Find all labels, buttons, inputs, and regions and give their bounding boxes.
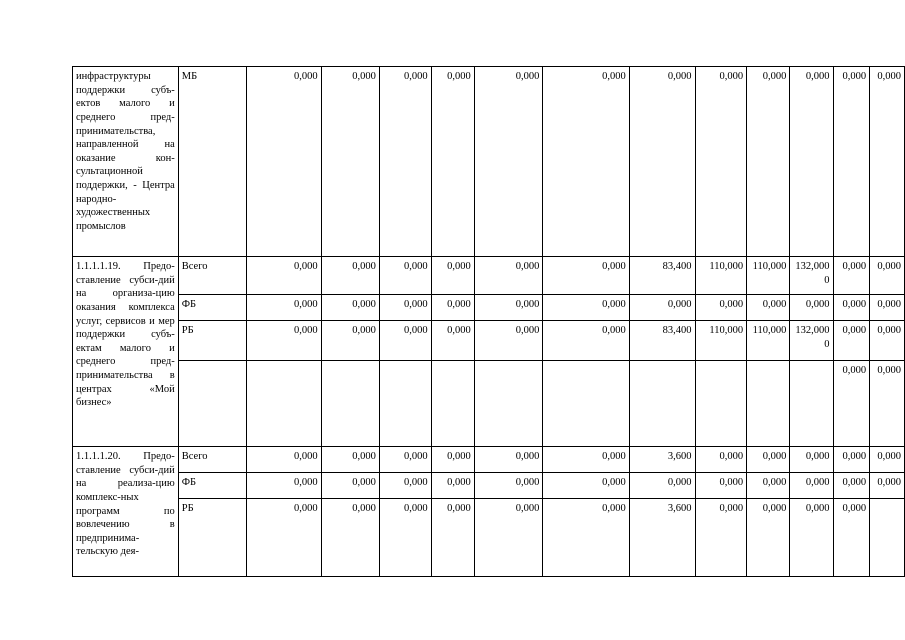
- table-row: [73, 473, 905, 499]
- value-cell: 0,000: [833, 361, 870, 447]
- value-cell: 0,000: [247, 447, 321, 473]
- value-cell: 0,000: [870, 257, 905, 295]
- table-row: [73, 361, 905, 447]
- value-cell: 0,000: [379, 257, 431, 295]
- value-cell: 0,000: [431, 67, 474, 257]
- value-cell: 0,000: [833, 473, 870, 499]
- measure-description: 1.1.1.1.19. Предо-ставление субси-дий на организа-цию оказания комплекса услуг, сервисов и мер поддержки субъ-ектам малого и среднего пред-принимательства в центрах «Мой бизнес»: [73, 257, 179, 447]
- value-cell: 3,600: [629, 447, 695, 473]
- value-cell: 0,000: [747, 295, 790, 321]
- measure-description: 1.1.1.1.20. Предо-ставление субси-дий на реализа-цию комплекс-ных программ по вовлечению в предпринима-тельскую дея-: [73, 447, 179, 577]
- value-cell: [695, 361, 747, 447]
- value-cell: 0,000: [474, 447, 543, 473]
- value-cell: 0,000: [629, 295, 695, 321]
- value-cell: 0,000: [695, 473, 747, 499]
- value-cell: 0,000: [543, 295, 629, 321]
- value-cell: [790, 361, 833, 447]
- value-cell: 0,000: [695, 295, 747, 321]
- measure-description: инфраструктуры поддержки субъ-ектов малого и среднего пред-принимательства, направленной на оказание кон-сультационной поддержки, - Центра народно-художественных промыслов: [73, 67, 179, 257]
- value-cell: 0,000: [474, 321, 543, 361]
- value-cell: [747, 361, 790, 447]
- funding-source: ФБ: [178, 295, 247, 321]
- value-cell: 0,000: [870, 295, 905, 321]
- value-cell: 0,000: [543, 67, 629, 257]
- value-cell: 0,000: [379, 447, 431, 473]
- value-cell: [321, 361, 379, 447]
- value-cell: 0,000: [321, 499, 379, 577]
- value-cell: 0,000: [747, 473, 790, 499]
- funding-source: РБ: [178, 499, 247, 577]
- value-cell: 0,000: [790, 499, 833, 577]
- value-cell: 0,000: [247, 295, 321, 321]
- value-cell: 0,000: [543, 321, 629, 361]
- value-cell: 0,000: [321, 447, 379, 473]
- value-cell: 0,000: [870, 361, 905, 447]
- value-cell: 0,000: [543, 473, 629, 499]
- value-cell: 0,000: [474, 499, 543, 577]
- value-cell: 0,000: [833, 257, 870, 295]
- value-cell: 110,000: [747, 321, 790, 361]
- value-cell: 0,000: [870, 321, 905, 361]
- table-row: [73, 321, 905, 361]
- value-cell: 0,000: [379, 295, 431, 321]
- value-cell: 110,000: [695, 257, 747, 295]
- value-cell: 0,000: [247, 473, 321, 499]
- value-cell: 0,000: [790, 447, 833, 473]
- value-cell: [431, 361, 474, 447]
- value-cell: 0,000: [431, 321, 474, 361]
- value-cell: 0,000: [321, 67, 379, 257]
- value-cell: 0,000: [379, 321, 431, 361]
- table-row: [73, 257, 905, 295]
- value-cell: 0,000: [870, 447, 905, 473]
- value-cell: [379, 361, 431, 447]
- value-cell: [247, 361, 321, 447]
- value-cell: 132,0000: [790, 321, 833, 361]
- table-row: [73, 447, 905, 473]
- funding-source: МБ: [178, 67, 247, 257]
- value-cell: 0,000: [431, 499, 474, 577]
- value-cell: 0,000: [695, 67, 747, 257]
- value-cell: 0,000: [543, 499, 629, 577]
- funding-source: РБ: [178, 321, 247, 361]
- value-cell: 0,000: [474, 67, 543, 257]
- value-cell: 0,000: [790, 67, 833, 257]
- value-cell: 0,000: [379, 473, 431, 499]
- value-cell: 0,000: [474, 257, 543, 295]
- value-cell: 0,000: [474, 295, 543, 321]
- value-cell: 0,000: [747, 447, 790, 473]
- value-cell: 0,000: [431, 295, 474, 321]
- value-cell: 0,000: [833, 499, 870, 577]
- value-cell: [543, 361, 629, 447]
- value-cell: 0,000: [870, 67, 905, 257]
- value-cell: 0,000: [321, 473, 379, 499]
- value-cell: 0,000: [379, 67, 431, 257]
- funding-source: [178, 361, 247, 447]
- value-cell: 83,400: [629, 321, 695, 361]
- value-cell: 0,000: [321, 321, 379, 361]
- value-cell: 0,000: [695, 447, 747, 473]
- value-cell: 0,000: [543, 257, 629, 295]
- value-cell: 0,000: [695, 499, 747, 577]
- value-cell: [870, 499, 905, 577]
- table-row: [73, 499, 905, 577]
- value-cell: 83,400: [629, 257, 695, 295]
- value-cell: [474, 361, 543, 447]
- value-cell: 0,000: [833, 67, 870, 257]
- value-cell: 0,000: [833, 295, 870, 321]
- value-cell: [629, 361, 695, 447]
- value-cell: 0,000: [431, 447, 474, 473]
- value-cell: 110,000: [695, 321, 747, 361]
- value-cell: 3,600: [629, 499, 695, 577]
- value-cell: 0,000: [247, 499, 321, 577]
- value-cell: 0,000: [431, 473, 474, 499]
- funding-source: Всего: [178, 257, 247, 295]
- value-cell: 0,000: [321, 257, 379, 295]
- value-cell: 132,0000: [790, 257, 833, 295]
- value-cell: 0,000: [247, 321, 321, 361]
- value-cell: 0,000: [474, 473, 543, 499]
- value-cell: 0,000: [247, 67, 321, 257]
- value-cell: 0,000: [833, 447, 870, 473]
- value-cell: 0,000: [247, 257, 321, 295]
- value-cell: 0,000: [747, 67, 790, 257]
- budget-table: [72, 66, 905, 577]
- table-row: [73, 67, 905, 257]
- value-cell: 0,000: [747, 499, 790, 577]
- value-cell: 0,000: [629, 67, 695, 257]
- value-cell: 0,000: [321, 295, 379, 321]
- value-cell: 0,000: [379, 499, 431, 577]
- value-cell: 0,000: [833, 321, 870, 361]
- value-cell: 0,000: [543, 447, 629, 473]
- funding-source: Всего: [178, 447, 247, 473]
- table-row: [73, 295, 905, 321]
- value-cell: 0,000: [790, 473, 833, 499]
- funding-source: ФБ: [178, 473, 247, 499]
- value-cell: 0,000: [431, 257, 474, 295]
- value-cell: 0,000: [629, 473, 695, 499]
- value-cell: 0,000: [790, 295, 833, 321]
- value-cell: 110,000: [747, 257, 790, 295]
- value-cell: 0,000: [870, 473, 905, 499]
